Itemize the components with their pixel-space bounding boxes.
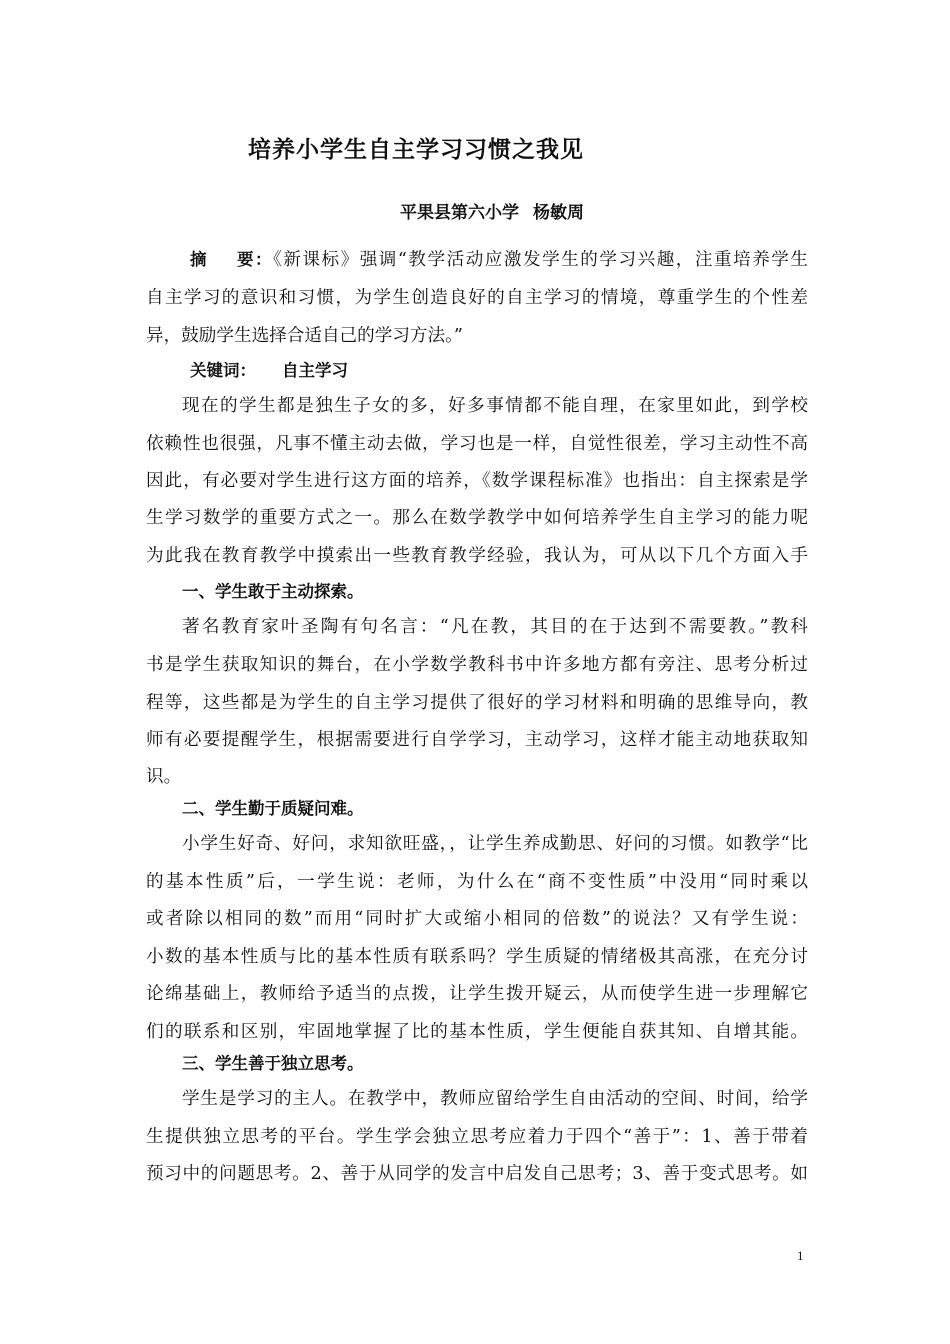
section-1-line: 师有必要提醒学生，根据需要进行自学学习，主动学习，这样才能主动地获取知 (146, 730, 808, 750)
section-1-line: 识。 (146, 767, 182, 787)
intro-line: 现在的学生都是独生子女的多，好多事情都不能自理，在家里如此，到学校 (182, 396, 808, 416)
section-3-line: 生提供独立思考的平台。学生学会独立思考应着力于四个“善于”：1、善于带着 (146, 1127, 808, 1147)
section-2-line: 论绵基础上，教师给予适当的点拨，让学生拨开疑云，从而使学生进一步理解它 (146, 984, 808, 1004)
intro-line: 为此我在教育教学中摸索出一些教育教学经验，我认为，可从以下几个方面入手 (146, 546, 808, 566)
section-3-heading: 三、学生善于独立思考。 (182, 1054, 364, 1073)
keywords-label: 关键词： (190, 361, 256, 380)
section-2-line: 的基本性质”后，一学生说：老师，为什么在“商不变性质”中没用“同时乘以 (146, 872, 808, 892)
section-1-line: 书是学生获取知识的舞台，在小学数学教科书中许多地方都有旁注、思考分析过 (146, 655, 808, 675)
section-2-line: 们的联系和区别，牢固地掌握了比的基本性质，学生便能自获其知、自增其能。 (146, 1022, 808, 1042)
author-school: 平果县第六小学 (400, 203, 519, 223)
section-2-line: 小学生好奇、好问，求知欲旺盛，，让学生养成勤思、好问的习惯。如教学“比 (182, 834, 808, 854)
section-1-line: 程等，这些都是为学生的自主学习提供了很好的学习材料和明确的思维导向，教 (146, 693, 808, 713)
page-number: 1 (797, 1248, 804, 1263)
section-3-line: 预习中的问题思考。2、善于从同学的发言中启发自己思考；3、善于变式思考。如 (146, 1164, 808, 1184)
section-2-line: 小数的基本性质与比的基本性质有联系吗？学生质疑的情绪极其高涨，在充分讨 (146, 947, 808, 967)
keywords-line (190, 352, 808, 390)
author-line (400, 198, 584, 223)
section-2-line: 或者除以相同的数”而用“同时扩大或缩小相同的倍数”的说法？又有学生说： (146, 909, 808, 929)
section-3-line: 学生是学习的主人。在教学中，教师应留给学生自由活动的空间、时间，给学 (182, 1089, 808, 1109)
keywords-value: 自主学习 (282, 361, 348, 380)
section-1-heading: 一、学生敢于主动探索。 (182, 582, 364, 601)
intro-line: 生学习数学的重要方式之一。那么在数学教学中如何培养学生自主学习的能力呢 (146, 508, 808, 528)
abstract-line-1: 摘 要：《新课标》强调“教学活动应激发学生的学习兴趣，注重培养学生 (190, 250, 808, 270)
author-name: 杨敏周 (533, 203, 584, 223)
intro-line: 依赖性也很强，凡事不懂主动去做，学习也是一样，自觉性很差，学习主动性不高 (146, 434, 808, 454)
section-2-heading: 二、学生勤于质疑问难。 (182, 799, 364, 818)
abstract-line-2: 自主学习的意识和习惯，为学生创造良好的自主学习的情境，尊重学生的个性差 (146, 288, 808, 308)
intro-line: 因此，有必要对学生进行这方面的培养，《数学课程标准》也指出：自主探索是学 (146, 471, 808, 491)
abstract-label: 摘 要： (190, 250, 274, 269)
abstract-line-3: 异，鼓励学生选择合适自己的学习方法。” (146, 326, 463, 346)
section-1-line: 著名教育家叶圣陶有句名言：“凡在教，其目的在于达到不需要教。”教科 (182, 617, 808, 637)
document-title: 培养小学生自主学习习惯之我见 (248, 137, 584, 163)
